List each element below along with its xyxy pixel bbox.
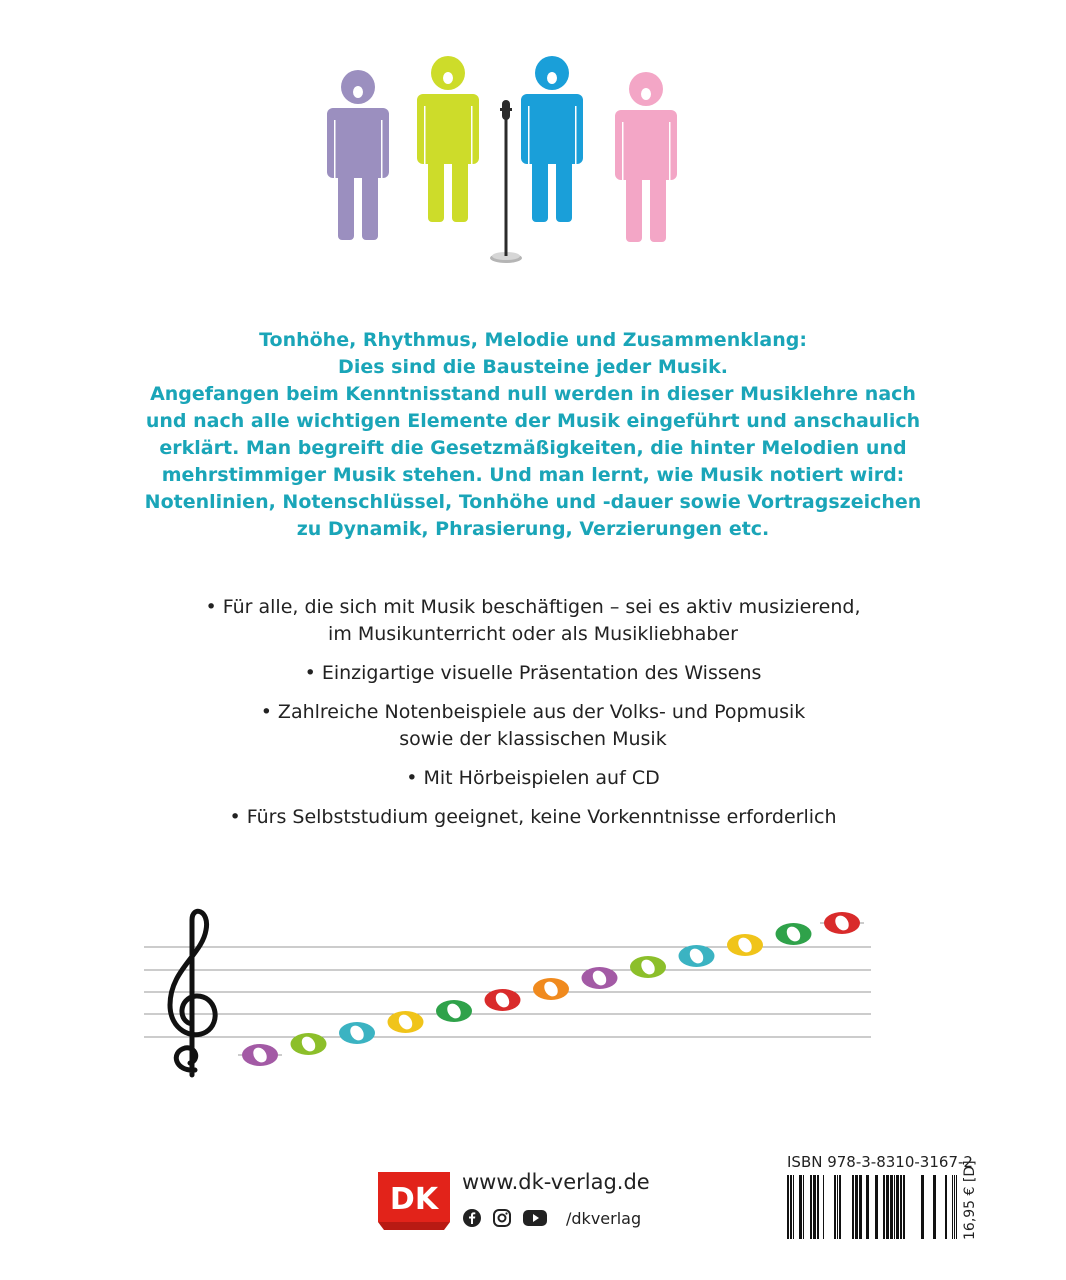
music-staff: [130, 900, 890, 1090]
description-line: zu Dynamik, Phrasierung, Verzierungen etc.: [296, 518, 770, 540]
description-line: mehrstimmiger Musik stehen. Und man lernt, wie Musik notiert wird:: [161, 464, 905, 486]
description-line: Notenlinien, Notenschlüssel, Tonhöhe und -dauer sowie Vortragszeichen: [144, 491, 922, 513]
whole-note: [533, 978, 569, 1000]
feature-line: • Zahlreiche Notenbeispiele aus der Volks- und Popmusik: [260, 701, 806, 723]
social-links: [462, 1206, 641, 1230]
feature-line: im Musikunterricht oder als Musikliebhaber: [328, 623, 738, 645]
feature-item: [0, 699, 1066, 753]
description-line: und nach alle wichtigen Elemente der Musik eingeführt und anschaulich: [145, 410, 921, 432]
whole-note: [388, 1011, 424, 1033]
whole-note: [820, 912, 864, 934]
feature-line: • Einzigartige visuelle Präsentation des Wissens: [304, 662, 762, 684]
description-line: Dies sind die Bausteine jeder Musik.: [338, 356, 728, 378]
feature-line: • Für alle, die sich mit Musik beschäftigen – sei es aktiv musizierend,: [205, 596, 861, 618]
description-text: [0, 327, 1066, 543]
description-line: Angefangen beim Kenntnisstand null werden in dieser Musiklehre nach: [150, 383, 916, 405]
whole-note: [436, 1000, 472, 1022]
feature-line: • Fürs Selbststudium geeignet, keine Vorkenntnisse erforderlich: [229, 806, 837, 828]
treble-clef-icon: [170, 911, 215, 1075]
singer-figure: [615, 72, 677, 242]
whole-note: [582, 967, 618, 989]
feature-line: • Mit Hörbeispielen auf CD: [406, 767, 660, 789]
feature-item: [0, 594, 1066, 648]
feature-list: [0, 594, 1066, 843]
publisher-url[interactable]: www.dk-verlag.de: [462, 1170, 650, 1194]
logo-text: DK: [389, 1182, 439, 1217]
singer-figure: [521, 56, 583, 222]
feature-item: [0, 765, 1066, 792]
youtube-icon[interactable]: [522, 1208, 548, 1228]
whole-note: [485, 989, 521, 1011]
description-line: Tonhöhe, Rhythmus, Melodie und Zusammenklang:: [259, 329, 807, 351]
feature-item: [0, 804, 1066, 831]
social-handle[interactable]: /dkverlag: [566, 1208, 642, 1228]
isbn-text: ISBN 978-3-8310-3167-2: [787, 1153, 973, 1171]
description-line: erklärt. Man begreift die Gesetzmäßigkeiten, die hinter Melodien und: [159, 437, 907, 459]
whole-note: [776, 923, 812, 945]
singers-illustration: [0, 0, 1066, 300]
price-label: 16,95 € [D]: [962, 1160, 978, 1240]
singer-figure: [417, 56, 479, 222]
feature-item: [0, 660, 1066, 687]
whole-note: [291, 1033, 327, 1055]
feature-line: sowie der klassischen Musik: [399, 728, 667, 750]
whole-note: [238, 1044, 282, 1066]
whole-note: [339, 1022, 375, 1044]
dk-logo: [378, 1172, 450, 1230]
barcode: [787, 1175, 959, 1239]
instagram-icon[interactable]: [492, 1208, 512, 1228]
whole-note: [727, 934, 763, 956]
whole-note: [679, 945, 715, 967]
facebook-icon[interactable]: [462, 1208, 482, 1228]
singer-figure: [327, 70, 389, 240]
microphone-icon: [490, 100, 522, 263]
whole-note: [630, 956, 666, 978]
note-sequence: [238, 912, 864, 1066]
